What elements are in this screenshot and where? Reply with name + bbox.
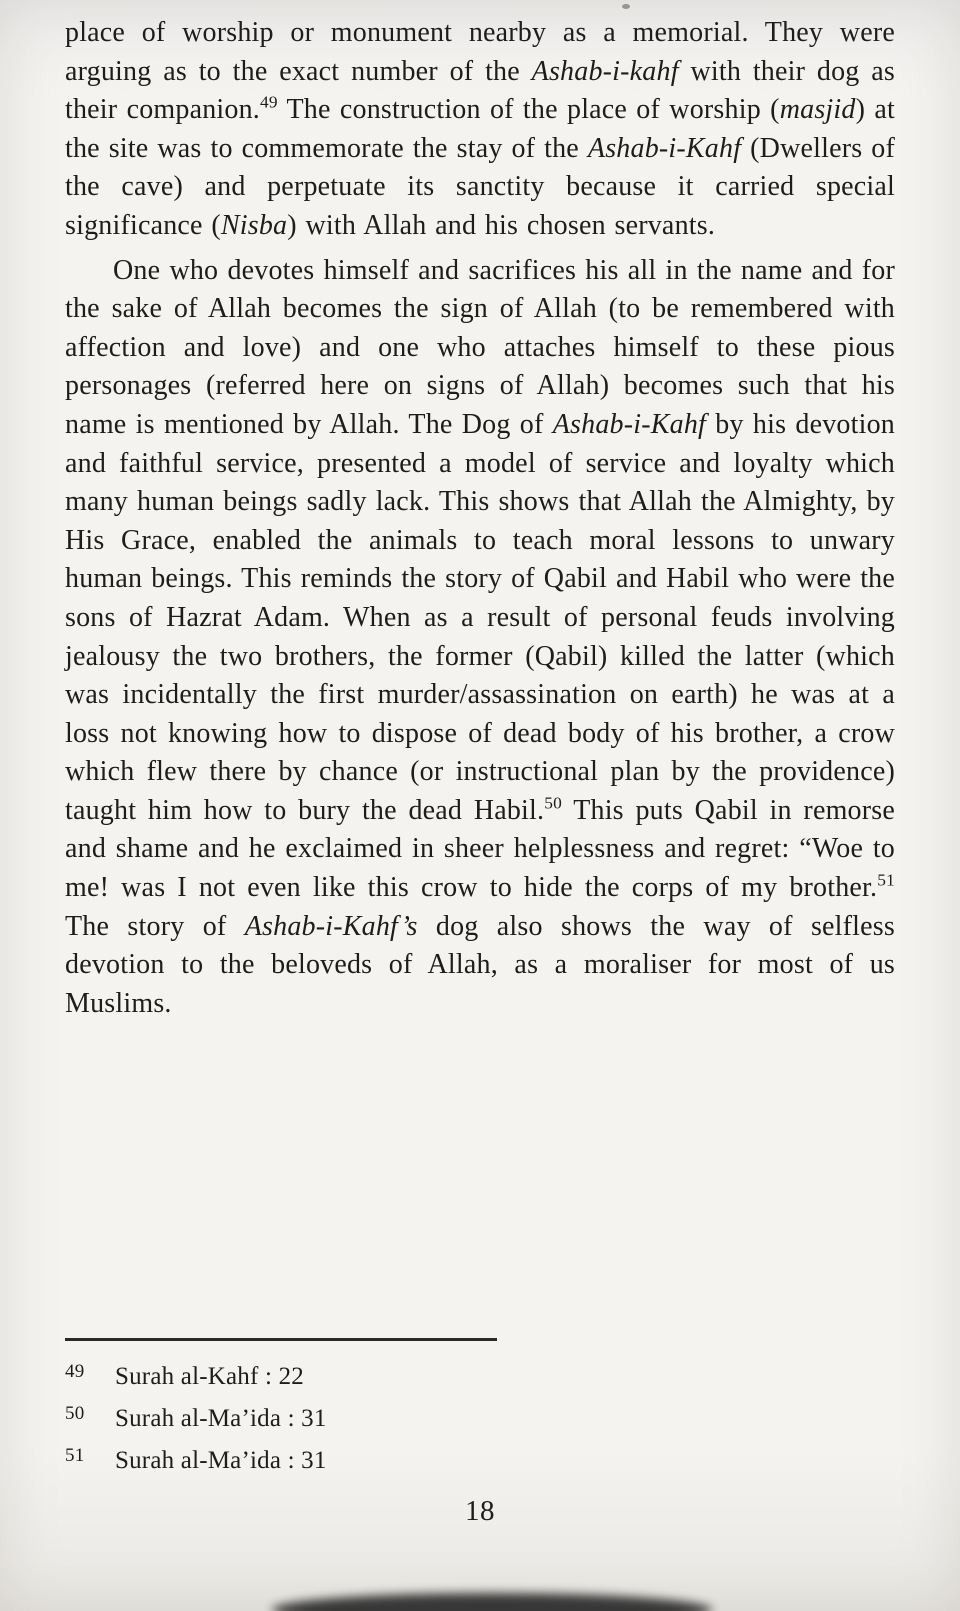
footnote-51: [65, 1441, 895, 1483]
text-segment: ) with Allah and his chosen servants.: [287, 209, 716, 241]
footnote-text: Surah al-Ma’ida : 31: [115, 1447, 327, 1474]
footnote-marker: 49: [65, 1361, 85, 1382]
footnote-separator: [65, 1338, 497, 1341]
text-segment: Ashab-i-Kahf: [552, 408, 707, 440]
footnote-text: Surah al-Ma’ida : 31: [115, 1405, 327, 1432]
text-segment: This puts Qabil in remorse and shame and he exclaimed in sheer helplessness and regret: “Woe to me! was I not even like this crow to hide the corps of my brother.: [65, 794, 896, 904]
scan-speck: [622, 4, 630, 9]
text-segment: The construction of the place of worship (: [277, 94, 780, 126]
text-segment: masjid: [779, 94, 856, 126]
text-segment: The story of: [65, 910, 245, 942]
text-segment: Ashab-i-Kahf’s: [244, 910, 418, 942]
text-segment: (Dwellers of the cave) and perpetuate its sanctity because it carried special significance (: [65, 132, 895, 241]
text-segment: with their dog as their companion.: [65, 55, 896, 126]
scan-artifact: [272, 1593, 712, 1611]
text-segment: Ashab-i-Kahf: [587, 132, 742, 164]
footnote-list: [65, 1357, 895, 1483]
text-segment: dog also shows the way of selfless devotion to the beloveds of Allah, as a moraliser for most of us Muslims.: [65, 910, 895, 1019]
footnote-49: [65, 1357, 895, 1399]
text-segment: place of worship or monument nearby as a memorial. They were arguing as to the exact number of the: [65, 17, 895, 87]
text-segment: ) at the site was to commemorate the stay of the: [65, 94, 895, 164]
footnote-ref-49: 49: [259, 92, 278, 112]
footnote-50: [65, 1399, 895, 1441]
paragraph-2: [65, 252, 895, 1024]
text-body: [65, 14, 895, 1029]
page-number: 18: [465, 1495, 495, 1527]
footnote-marker: 50: [65, 1403, 85, 1424]
text-segment: One who devotes himself and sacrifices his all in the name and for the sake of Allah becomes the sign of Allah (to be remembered with affection and love) and one who attaches himself to these pious personages (referred here on signs of Allah) becomes such that his name is mentioned by Allah. The Dog of: [65, 254, 895, 440]
footnote-ref-50: 50: [544, 793, 562, 813]
text-segment: Nisba: [220, 209, 288, 241]
footnote-text: Surah al-Kahf : 22: [115, 1363, 304, 1390]
paragraph-1: [65, 14, 895, 246]
text-segment: by his devotion and faithful service, presented a model of service and loyalty which many human beings sadly lack. This shows that Allah the Almighty, by His Grace, enabled the animals to teach moral lessons to unwary human beings. This reminds the story of Qabil and Habil who were the sons of Hazrat Adam. When as a result of personal feuds involving jealousy the two brothers, the former (Qabil) killed the latter (which was incidentally the first murder/assassination on earth) he was at a loss not knowing how to dispose of dead body of his brother, a crow which flew there by chance (or instructional plan by the providence) taught him how to bury the dead Habil.: [65, 408, 895, 826]
text-segment: Ashab-i-kahf: [531, 55, 679, 87]
footnote-ref-51: 51: [877, 870, 895, 890]
footnote-marker: 51: [65, 1445, 85, 1466]
footnote-block: [65, 1338, 895, 1483]
